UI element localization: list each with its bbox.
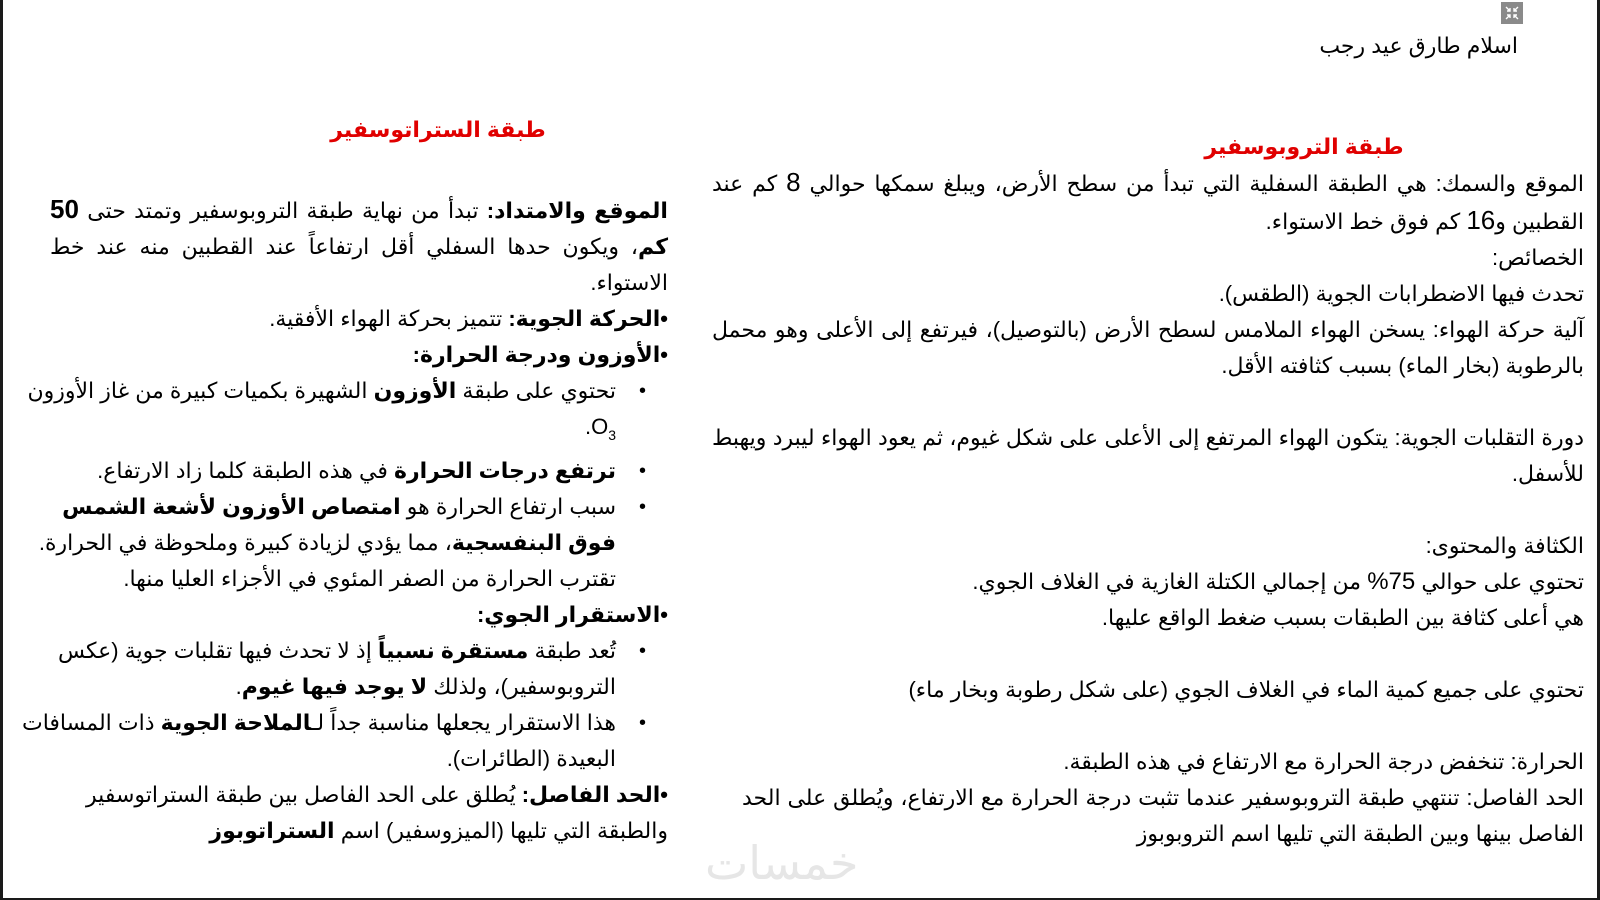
- troposphere-density-2: هي أعلى كثافة بين الطبقات بسبب ضغط الواقع عليها.: [1101, 605, 1584, 630]
- troposphere-features-label: الخصائص:: [1492, 245, 1584, 270]
- stratosphere-stability-label: •الاستقرار الجوي:: [476, 602, 668, 627]
- troposphere-density-label: الكثافة والمحتوى:: [1425, 533, 1584, 558]
- stratosphere-title: طبقة الستراتوسفير: [330, 117, 546, 142]
- stratosphere-boundary: •الحد الفاصل: يُطلق على الحد الفاصل بين طبقة الستراتوسفير والطبقة التي تليها (الميزوسفير) اسم الستراتوبوز: [86, 782, 668, 843]
- troposphere-cycle: دورة التقلبات الجوية: يتكون الهواء المرتفع إلى الأعلى على شكل غيوم، ثم يعود الهواء ليبرد ويهبط للأسفل.: [712, 425, 1584, 486]
- troposphere-location: الموقع والسمك: هي الطبقة السفلية التي تبدأ من سطح الأرض، ويبلغ سمكها حوالي 8 كم عند القطبين و16 كم فوق خط الاستواء.: [712, 167, 1584, 235]
- troposphere-air-motion: آلية حركة الهواء: يسخن الهواء الملامس لسطح الأرض (بالتوصيل)، فيرتفع إلى الأعلى وهو محمل بالرطوبة (بخار الماء) بسبب كثافته الأقل.: [712, 317, 1584, 378]
- ozone-list: [10, 373, 668, 597]
- troposphere-water: تحتوي على جميع كمية الماء في الغلاف الجوي (على شكل رطوبة وبخار ماء): [908, 677, 1584, 702]
- list-item: • هذا الاستقرار يجعلها مناسبة جداً لـالملاحة الجوية ذات المسافات البعيدة (الطائرات).: [10, 705, 616, 777]
- list-item: • ترتفع درجات الحرارة في هذه الطبقة كلما زاد الارتفاع.: [10, 453, 616, 489]
- troposphere-boundary: الحد الفاصل: تنتهي طبقة التروبوسفير عندما تثبت درجة الحرارة مع الارتفاع، ويُطلق على الحد الفاصل بينها وبين الطبقة التي تليها اسم التروبوبوز: [742, 785, 1584, 846]
- page-border-left: [0, 0, 3, 900]
- stability-list: [10, 633, 668, 777]
- author-name: اسلام طارق عيد رجب: [1319, 33, 1518, 58]
- watermark-logo: خمسات: [705, 836, 859, 890]
- troposphere-density: تحتوي على حوالي 75% من إجمالي الكتلة الغازية في الغلاف الجوي.: [972, 568, 1584, 595]
- list-item: • سبب ارتفاع الحرارة هو امتصاص الأوزون لأشعة الشمس فوق البنفسجية، مما يؤدي لزيادة كبيرة وملحوظة في الحرارة. تقترب الحرارة من الصفر المئوي في الأجزاء العليا منها.: [10, 489, 616, 597]
- troposphere-weather: تحدث فيها الاضطرابات الجوية (الطقس).: [1218, 281, 1584, 306]
- list-item: • تُعد طبقة مستقرة نسبياً إذ لا تحدث فيها تقلبات جوية (عكس التروبوسفير)، ولذلك لا يوجد فيها غيوم.: [10, 633, 616, 705]
- stratosphere-ozone-label: •الأوزون ودرجة الحرارة:: [412, 342, 668, 367]
- stratosphere-location: الموقع والامتداد: تبدأ من نهاية طبقة التروبوسفير وتمتد حتى 50 كم، ويكون حدها السفلي أقل ارتفاعاً عند القطبين منه عند خط الاستواء.: [50, 194, 668, 295]
- troposphere-temperature: الحرارة: تنخفض درجة الحرارة مع الارتفاع في هذه الطبقة.: [1063, 749, 1584, 774]
- collapse-icon[interactable]: [1501, 2, 1523, 24]
- troposphere-section: [712, 130, 1584, 852]
- stratosphere-motion: •الحركة الجوية: تتميز بحركة الهواء الأفقية.: [269, 306, 668, 331]
- stratosphere-section: [10, 113, 668, 849]
- troposphere-title: طبقة التروبوسفير: [1204, 134, 1404, 159]
- list-item: • تحتوي على طبقة الأوزون الشهيرة بكميات كبيرة من غاز الأوزون $O_3$.: [10, 373, 616, 453]
